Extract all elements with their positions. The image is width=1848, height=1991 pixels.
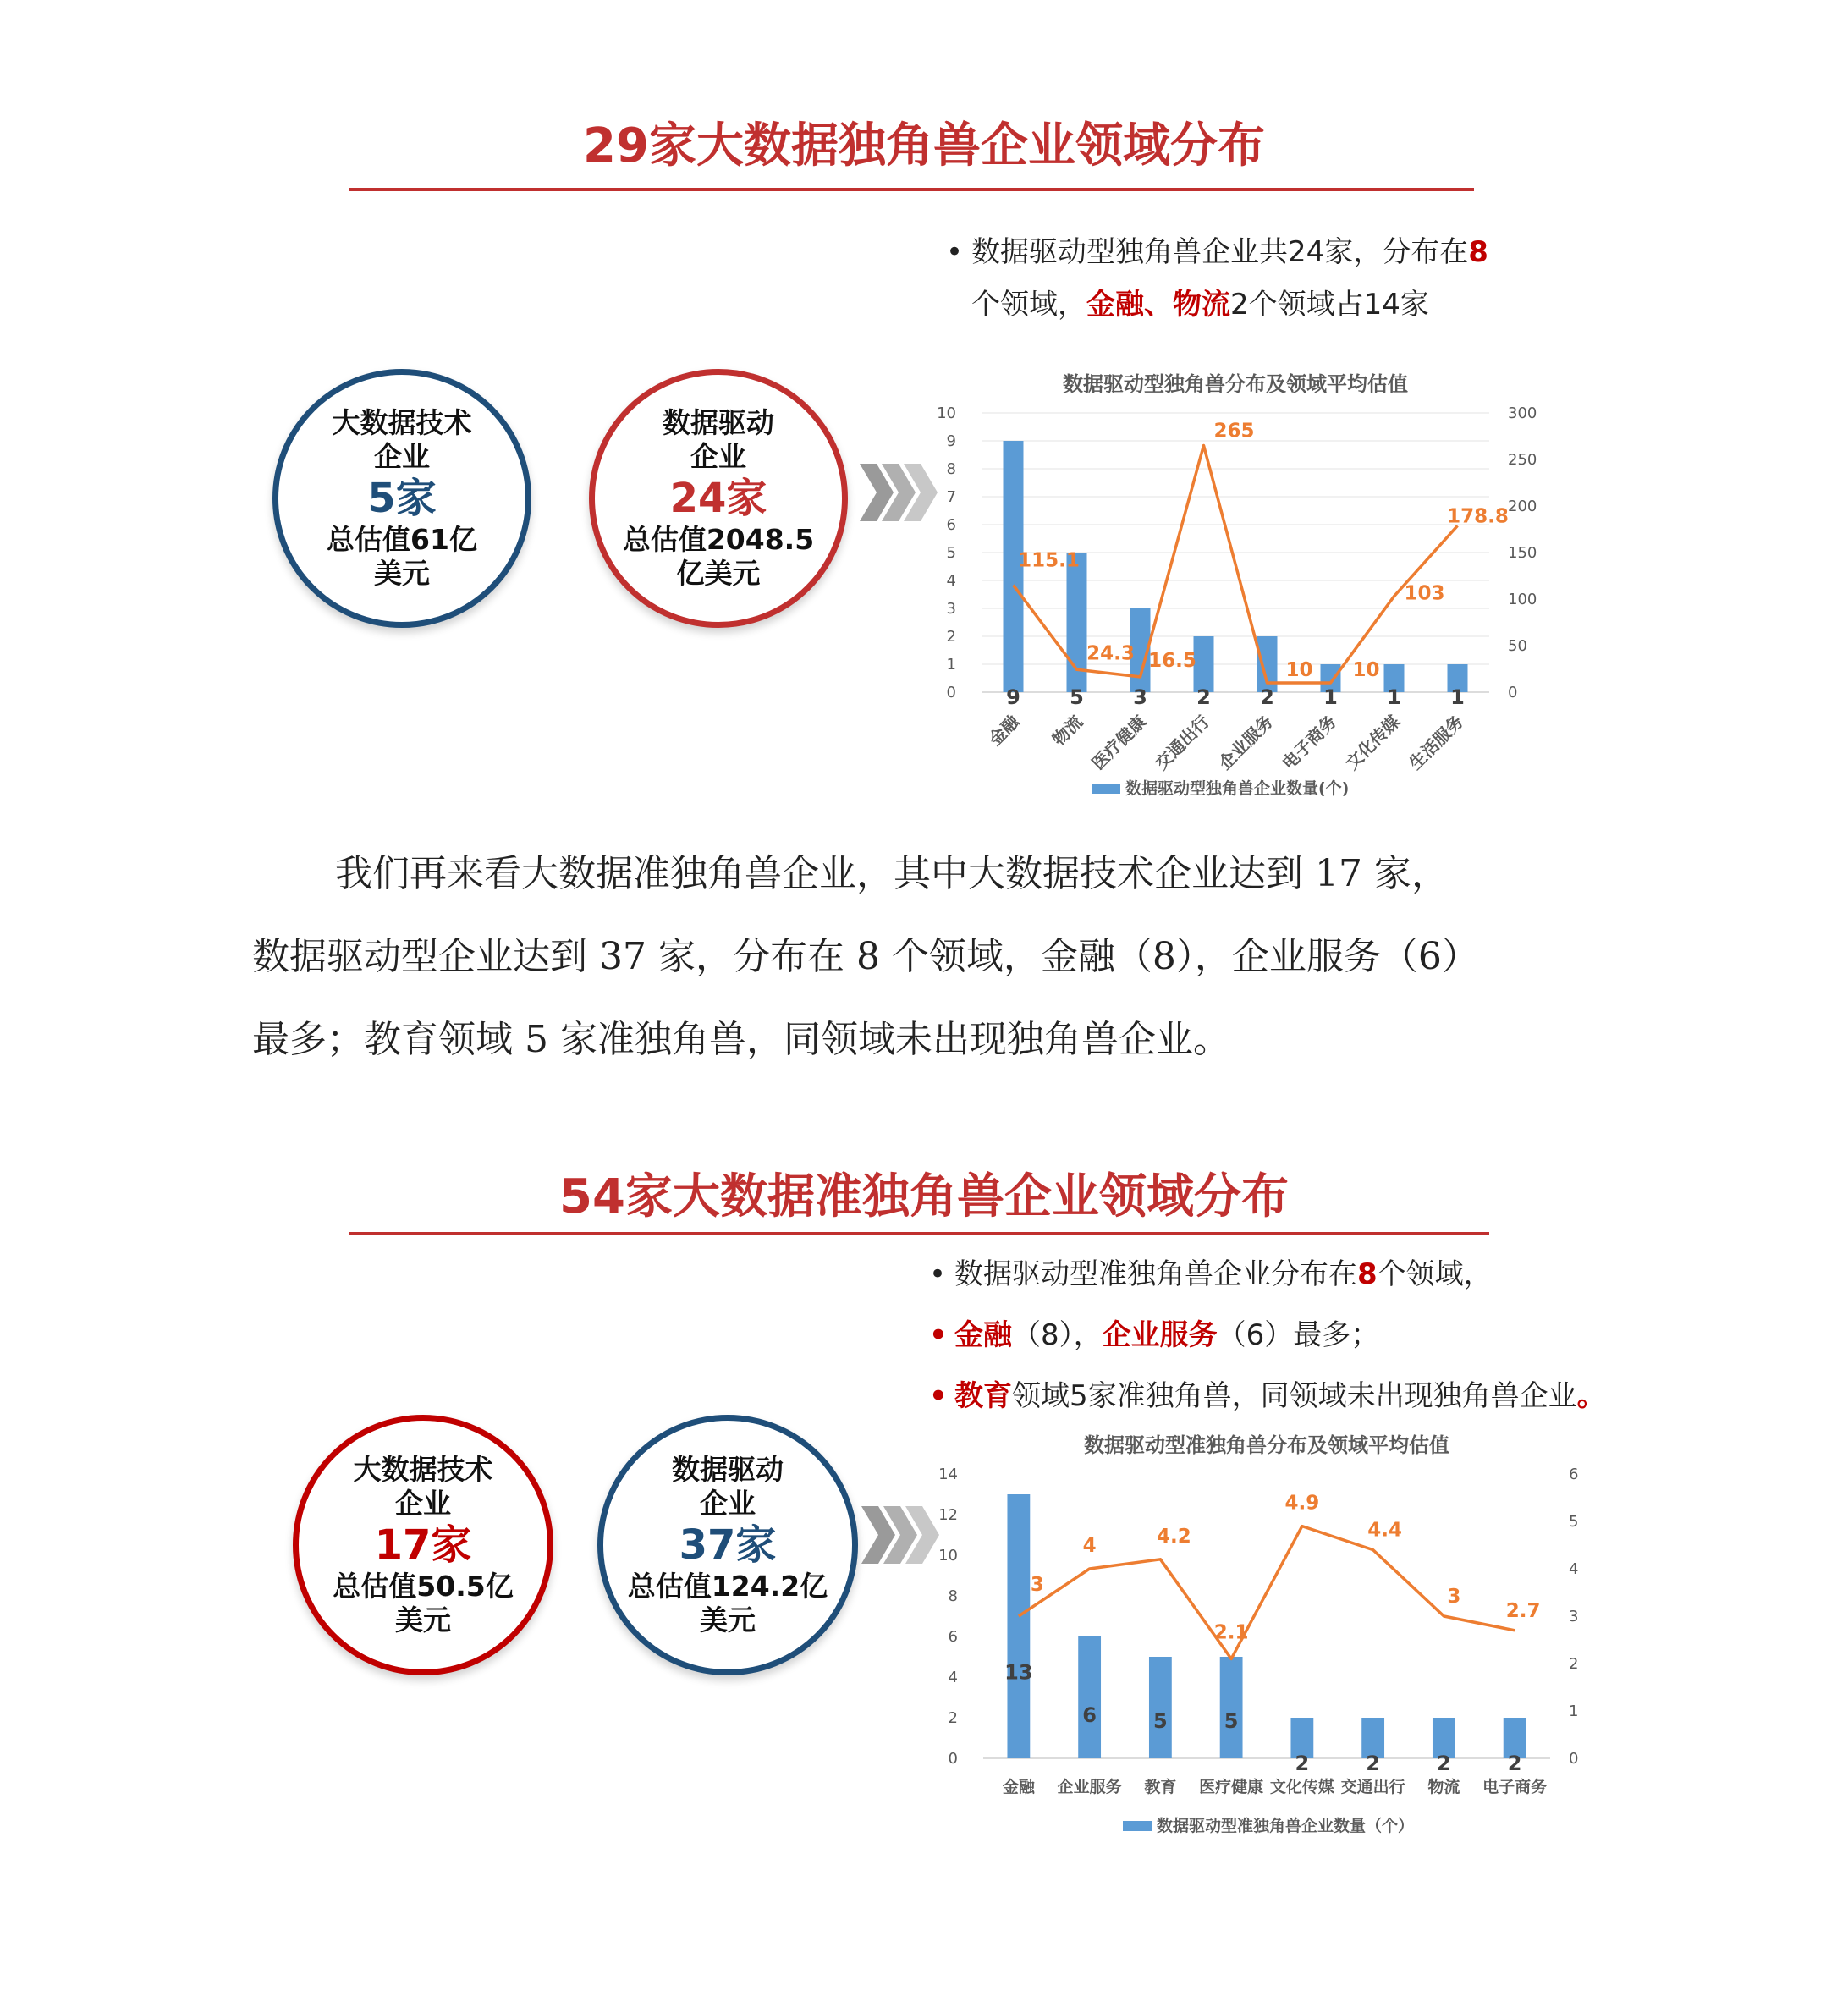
chart-unicorn-distribution [914, 372, 1557, 812]
section2-title: 54家大数据准独角兽企业领域分布 [559, 1169, 1289, 1224]
y-left-tick-label: 4 [948, 1669, 958, 1686]
s2-b1-part2: 个领域， [1377, 1257, 1493, 1291]
circle-value1: 总估值50.5亿 [333, 1570, 514, 1603]
paragraph-line1: 我们再来看大数据准独角兽企业，其中大数据技术企业达到 17 家， [335, 852, 1449, 895]
bar-data-label: 2 [1507, 1752, 1522, 1775]
legend-swatch [1092, 784, 1120, 794]
legend-label: 数据驱动型准独角兽企业数量（个） [1157, 1817, 1415, 1835]
circle-value2: 美元 [700, 1603, 756, 1636]
bar-data-label: 2 [1295, 1752, 1310, 1775]
line-data-label: 2.7 [1505, 1599, 1541, 1622]
s2-b1-part0: 数据驱动型准独角兽企业分布在 [954, 1257, 1357, 1291]
line-data-label: 103 [1404, 582, 1445, 605]
circle-value2: 亿美元 [676, 557, 761, 590]
y-left-tick-label: 8 [948, 1587, 958, 1605]
y-right-tick-label: 250 [1508, 451, 1537, 469]
bar [1078, 1636, 1101, 1758]
y-right-tick-label: 150 [1508, 544, 1537, 562]
x-category-label: 金融 [1002, 1778, 1035, 1796]
legend-swatch [1123, 1821, 1152, 1831]
s2-b3-part2: 。 [1576, 1379, 1606, 1413]
y-right-tick-label: 1 [1569, 1702, 1579, 1720]
line-data-label: 3 [1447, 1586, 1461, 1608]
s2-b2-part3: （6）最多； [1217, 1318, 1380, 1352]
y-left-tick-label: 0 [946, 684, 956, 701]
bar-data-label: 2 [1437, 1752, 1451, 1775]
circle-value1: 总估值2048.5 [622, 523, 815, 556]
y-left-tick-label: 4 [946, 572, 956, 590]
y-right-tick-label: 0 [1508, 684, 1518, 701]
bullet-dot: • [929, 1379, 948, 1413]
chart-title: 数据驱动型独角兽分布及领域平均估值 [1063, 372, 1408, 396]
bullet-dot: • [929, 1318, 948, 1352]
s1-bullet-part4: 2个领域占14家 [1230, 288, 1429, 322]
x-category-label: 企业服务 [1214, 711, 1278, 774]
y-left-tick-label: 2 [946, 628, 956, 646]
bar-data-label: 13 [1004, 1660, 1033, 1685]
section2-bullet3 [929, 1378, 1606, 1415]
chart-title: 数据驱动型准独角兽分布及领域平均估值 [1084, 1433, 1449, 1457]
line-data-label: 10 [1352, 659, 1380, 681]
y-right-tick-label: 2 [1569, 1655, 1579, 1673]
bar [1149, 1657, 1172, 1758]
chart-quasi-unicorn-distribution [922, 1430, 1591, 1853]
circle-value2: 美元 [374, 557, 430, 590]
bar [1220, 1657, 1243, 1758]
x-category-label: 文化传媒 [1341, 711, 1405, 774]
s2-b2-part1: （8）， [1012, 1318, 1103, 1352]
y-right-tick-label: 50 [1508, 637, 1527, 655]
y-right-tick-label: 100 [1508, 591, 1537, 608]
legend-label: 数据驱动型独角兽企业数量(个) [1125, 779, 1350, 798]
s1-bullet-part2: 个领域， [971, 288, 1086, 322]
bullet-dot: • [929, 1257, 947, 1291]
y-right-tick-label: 5 [1569, 1513, 1579, 1531]
line-data-label: 10 [1285, 659, 1313, 681]
y-left-tick-label: 10 [938, 1547, 958, 1565]
circle-line1: 数据驱动 [663, 406, 774, 439]
y-right-tick-label: 0 [1569, 1750, 1579, 1768]
bar-data-label: 2 [1260, 685, 1274, 709]
circle-value2: 美元 [395, 1603, 451, 1636]
s1-bullet-part0: 数据驱动型独角兽企业共24家，分布在 [971, 235, 1469, 269]
bar [1007, 1494, 1030, 1758]
section2-divider [349, 1232, 1489, 1235]
circle-count: 37家 [679, 1521, 777, 1569]
line-data-label: 4.9 [1284, 1492, 1320, 1515]
x-category-label: 企业服务 [1057, 1778, 1122, 1796]
section1-title: 29家大数据独角兽企业领域分布 [583, 118, 1265, 173]
y-left-tick-label: 8 [946, 460, 956, 478]
bar-data-label: 1 [1387, 685, 1401, 709]
y-left-tick-label: 5 [946, 544, 956, 562]
bar-data-label: 5 [1224, 1709, 1239, 1733]
circle-data-driven-2 [597, 1415, 858, 1675]
y-right-tick-label: 4 [1569, 1560, 1579, 1578]
y-right-tick-label: 3 [1569, 1608, 1579, 1625]
y-left-tick-label: 6 [948, 1628, 958, 1646]
y-right-tick-label: 6 [1569, 1466, 1579, 1483]
bar-data-label: 3 [1133, 685, 1147, 709]
section1-bullet [946, 234, 1488, 271]
bar-data-label: 2 [1366, 1752, 1380, 1775]
line-data-label: 16.5 [1148, 649, 1196, 672]
s1-bullet-part1: 8 [1468, 235, 1488, 269]
y-left-tick-label: 9 [946, 432, 956, 450]
circle-tech-companies [272, 369, 531, 628]
y-left-tick-label: 12 [938, 1506, 958, 1524]
s2-b2-part0: 金融 [954, 1318, 1012, 1352]
bar-data-label: 2 [1196, 685, 1211, 709]
circle-data-driven [589, 369, 848, 628]
circle-count: 17家 [374, 1521, 472, 1569]
circle-line2: 企业 [700, 1487, 756, 1520]
y-left-tick-label: 10 [937, 404, 956, 422]
circle-line1: 大数据技术 [332, 406, 472, 439]
circle-line1: 数据驱动 [672, 1453, 784, 1486]
x-category-label: 电子商务 [1278, 711, 1341, 774]
bar [1194, 636, 1214, 692]
line-data-label: 115.1 [1018, 549, 1080, 572]
y-left-tick-label: 0 [948, 1750, 958, 1768]
x-category-label: 金融 [984, 711, 1024, 750]
y-left-tick-label: 14 [938, 1466, 958, 1483]
x-category-label: 交通出行 [1340, 1778, 1405, 1796]
bar-data-label: 6 [1082, 1702, 1097, 1727]
paragraph-line2: 数据驱动型企业达到 37 家，分布在 8 个领域，金融（8），企业服务（6） [252, 935, 1479, 978]
s2-b1-part1: 8 [1357, 1257, 1378, 1291]
bullet-dot: • [946, 235, 964, 269]
circle-line2: 企业 [690, 440, 746, 473]
circle-value1: 总估值61亿 [327, 523, 477, 556]
bar-data-label: 5 [1070, 685, 1084, 709]
bar-data-label: 1 [1450, 685, 1465, 709]
y-right-tick-label: 200 [1508, 498, 1537, 515]
x-category-label: 医疗健康 [1199, 1778, 1264, 1796]
circle-tech-companies-2 [293, 1415, 553, 1675]
section2-bullet1 [929, 1256, 1493, 1293]
section1-bullet-cont [971, 286, 1429, 323]
circle-count: 24家 [669, 475, 767, 522]
bar-data-label: 9 [1006, 685, 1020, 709]
x-category-label: 电子商务 [1482, 1778, 1548, 1796]
circle-count: 5家 [367, 475, 437, 522]
s2-b3-part0: 教育 [954, 1379, 1012, 1413]
line-data-label: 4.2 [1157, 1525, 1191, 1548]
s2-b2-part2: 企业服务 [1102, 1318, 1218, 1352]
line-data-label: 265 [1213, 420, 1255, 443]
paragraph-line3: 最多；教育领域 5 家准独角兽，同领域未出现独角兽企业。 [252, 1018, 1230, 1061]
circle-line2: 企业 [395, 1487, 451, 1520]
line-data-label: 4 [1082, 1535, 1097, 1557]
y-left-tick-label: 1 [946, 656, 956, 674]
section2-bullet2 [929, 1317, 1379, 1354]
line-data-label: 4.4 [1367, 1519, 1402, 1542]
s1-bullet-part3: 金融、物流 [1086, 288, 1230, 322]
bar-data-label: 5 [1153, 1709, 1168, 1733]
y-left-tick-label: 7 [946, 488, 956, 506]
body-paragraph [252, 833, 1623, 1081]
y-left-tick-label: 6 [946, 516, 956, 534]
x-category-label: 交通出行 [1151, 711, 1214, 774]
y-right-tick-label: 300 [1508, 404, 1537, 422]
line-data-label: 2.1 [1213, 1621, 1249, 1644]
line-data-label: 24.3 [1086, 642, 1135, 665]
line-data-label: 3 [1030, 1574, 1044, 1596]
y-left-tick-label: 2 [948, 1709, 958, 1727]
x-category-label: 医疗健康 [1087, 711, 1151, 774]
bar-data-label: 1 [1323, 685, 1338, 709]
x-category-label: 生活服务 [1405, 711, 1468, 774]
x-category-label: 文化传媒 [1269, 1778, 1334, 1796]
y-left-tick-label: 3 [946, 600, 956, 618]
circle-value1: 总估值124.2亿 [627, 1570, 828, 1603]
x-category-label: 物流 [1427, 1778, 1460, 1796]
x-category-label: 物流 [1048, 711, 1087, 750]
line-data-label: 178.8 [1447, 505, 1509, 528]
circle-line1: 大数据技术 [353, 1453, 493, 1486]
section1-divider [349, 188, 1474, 191]
s2-b3-part1: 领域5家准独角兽，同领域未出现独角兽企业 [1012, 1379, 1577, 1413]
x-category-label: 教育 [1144, 1778, 1177, 1796]
circle-line2: 企业 [374, 440, 430, 473]
